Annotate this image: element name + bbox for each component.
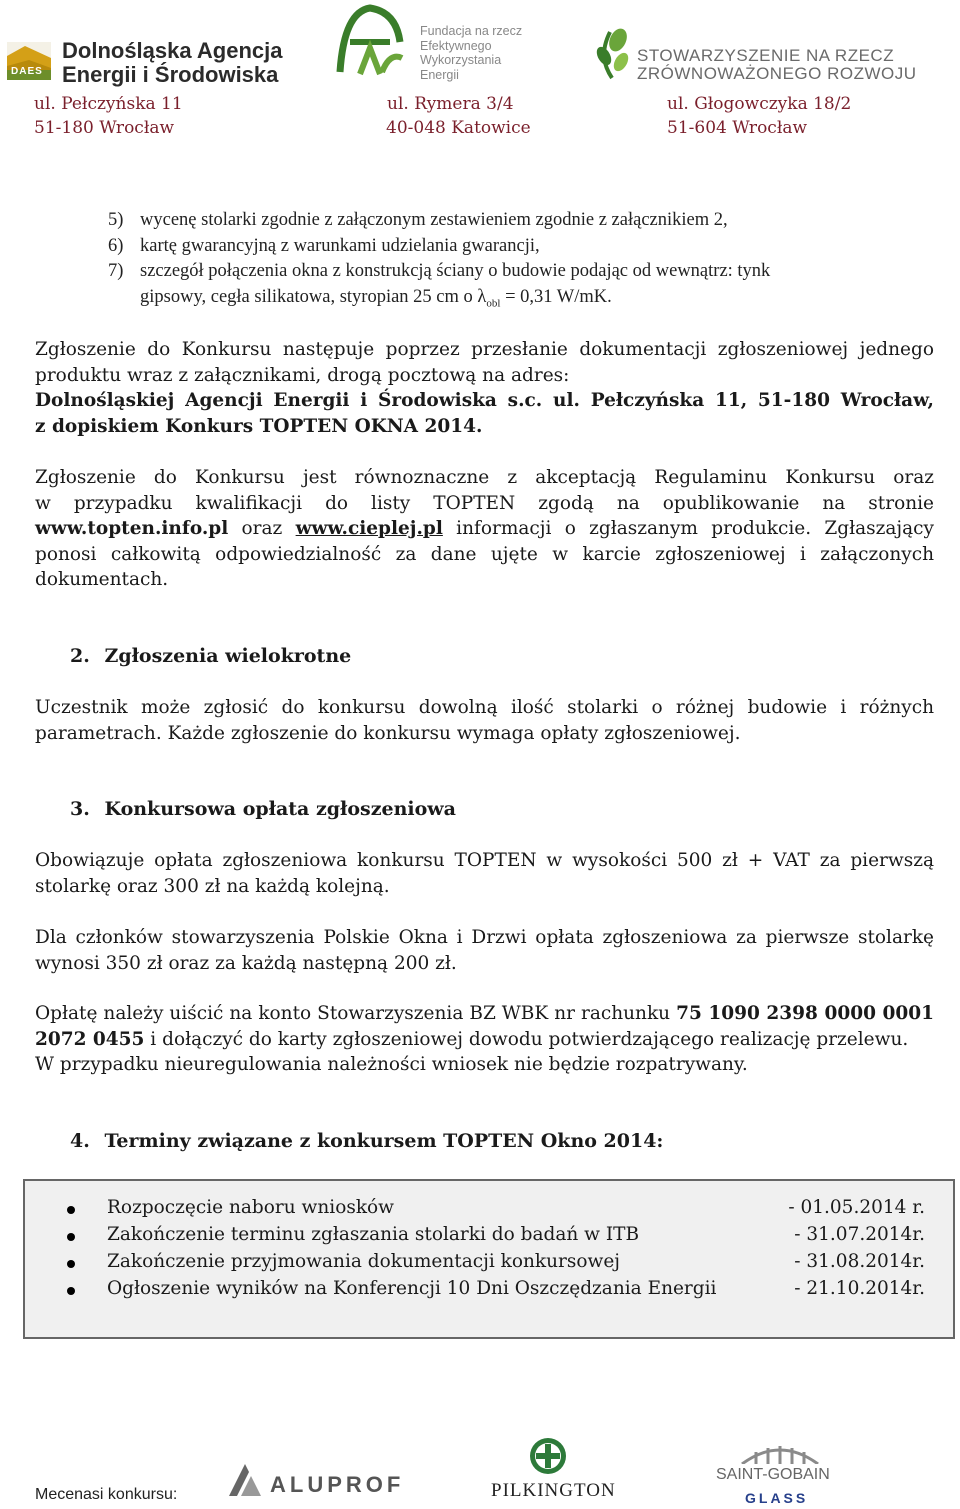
pilkington-name: PILKINGTON (491, 1480, 616, 1501)
terms-box (23, 1179, 955, 1339)
fewe-logo (330, 2, 410, 78)
bullet-icon (67, 1233, 75, 1241)
s3-line: Dla członków stowarzyszenia Polskie Okna i Drzwi opłata zgłoszeniowa za pierwsze stolarkę (35, 927, 934, 948)
submission-paragraph (35, 337, 934, 439)
bullet-icon (67, 1287, 75, 1295)
footer (0, 1420, 960, 1509)
szr-logo (594, 26, 630, 80)
s3-line: wynosi 350 zł oraz za każdą następną 200 zł. (35, 952, 457, 974)
list-text: kartę gwarancyjną z warunkami udzielania gwarancji, (140, 235, 540, 256)
fewe-name-line: Wykorzystania (420, 53, 502, 67)
term-row (25, 1197, 953, 1223)
term-row (25, 1224, 953, 1250)
section-title: Zgłoszenia wielokrotne (104, 645, 352, 667)
fee-paragraph-1 (35, 848, 934, 899)
list-num: 7) (108, 261, 124, 281)
bullet-icon (67, 1206, 75, 1214)
term-row (25, 1278, 953, 1304)
aluprof-name: ALUPROF (270, 1472, 405, 1497)
p2-oraz: oraz (228, 518, 296, 539)
fewe-name (420, 24, 522, 82)
org2-city: 40-048 Katowice (386, 118, 531, 138)
p2-line-rest: informacji o zgłaszanym produkcie. Zgłaszający (442, 518, 934, 539)
p2-line (35, 516, 934, 542)
bank-account-part1: 75 1090 2398 0000 0001 (676, 1003, 935, 1024)
saint-gobain-name: SAINT-GOBAIN (716, 1466, 830, 1483)
s3-line: W przypadku nieuregulowania należności wniosek nie będzie rozpatrywany. (35, 1054, 748, 1075)
list-item (108, 208, 938, 234)
org2-street: ul. Rymera 3/4 (387, 94, 514, 114)
org1-street: ul. Pełczyńska 11 (34, 94, 183, 114)
list-num: 5) (108, 210, 124, 230)
p1-address: Dolnośląskiej Agencji Energii i Środowiska s.c. ul. Pełczyńska 11, 51-180 Wrocław, (35, 390, 934, 411)
bank-account-part2: 2072 0455 (35, 1028, 145, 1050)
section-2-body (35, 695, 934, 746)
s3-line (35, 1027, 934, 1053)
s3-line: Obowiązuje opłata zgłoszeniowa konkursu TOPTEN w wysokości 500 zł + VAT za pierwszą (35, 850, 934, 871)
s3-line: stolarkę oraz 300 zł na każdą kolejną. (35, 875, 390, 897)
sponsors-label: Mecenasi konkursu: (35, 1486, 178, 1503)
org1-city: 51-180 Wrocław (34, 118, 175, 138)
term-date: - 01.05.2014 r. (788, 1197, 925, 1218)
p2-line: Zgłoszenie do Konkursu jest równoznaczne z akceptacją Regulaminu Konkursu oraz (35, 467, 934, 488)
cieplej-link[interactable]: www.cieplej.pl (295, 518, 443, 539)
p2-line: dokumentach. (35, 569, 169, 590)
section-3-heading (70, 797, 456, 822)
bullet-icon (67, 1260, 75, 1268)
s3-text: i dołączyć do karty zgłoszeniowej dowodu potwierdzającego realizację przelewu. (144, 1028, 909, 1050)
aluprof-logo-icon (225, 1460, 265, 1500)
s2-line: Uczestnik może zgłosić do konkursu dowolną ilość stolarki o różnej budowie i różnych (35, 697, 934, 718)
p1-note: z dopiskiem Konkurs TOPTEN OKNA 2014. (35, 415, 483, 437)
list-text: wycenę stolarki zgodnie z załączonym zestawieniem zgodnie z załącznikiem 2, (140, 210, 728, 230)
daes-name-line2: Energii i Środowiska (62, 62, 279, 87)
p2-line: w przypadku kwalifikacji do listy TOPTEN zgodą na opublikowanie na stronie (35, 492, 934, 514)
section-title: Konkursowa opłata zgłoszeniowa (104, 798, 456, 820)
p2-line: ponosi całkowitą odpowiedzialność za dane ujęte w karcie zgłoszeniowej i załączonych (35, 543, 934, 565)
term-label: Rozpoczęcie naboru wniosków (107, 1197, 395, 1218)
attachments-list (108, 208, 938, 310)
fewe-name-line: Fundacja na rzecz (420, 24, 523, 38)
term-label: Ogłoszenie wyników na Konferencji 10 Dni Oszczędzania Energii (107, 1278, 717, 1299)
s2-line: parametrach. Każde zgłoszenie do konkursu wymaga opłaty zgłoszeniowej. (35, 722, 741, 744)
daes-logo (7, 42, 51, 80)
topten-link[interactable]: www.topten.info.pl (35, 518, 229, 539)
acceptance-paragraph (35, 465, 934, 593)
term-label: Zakończenie terminu zgłaszania stolarki do badań w ITB (107, 1224, 640, 1245)
term-date: - 31.08.2014r. (794, 1251, 925, 1272)
list-text: = 0,31 W/mK. (500, 286, 612, 307)
list-item (108, 234, 938, 260)
szr-name-line1: STOWARZYSZENIE NA RZECZ (637, 46, 895, 65)
daes-abbr: DAES (11, 66, 43, 77)
term-date: - 21.10.2014r. (794, 1278, 925, 1299)
section-2-heading (70, 644, 351, 669)
list-item (108, 285, 938, 311)
header (0, 0, 960, 140)
fee-paragraph-3 (35, 1001, 934, 1078)
section-4-heading (70, 1129, 663, 1154)
term-date: - 31.07.2014r. (794, 1224, 925, 1245)
section-title: Terminy związane z konkursem TOPTEN Okno 2014: (104, 1130, 664, 1152)
section-num: 4. (70, 1130, 90, 1152)
fee-paragraph-2 (35, 925, 934, 976)
list-item (108, 259, 938, 285)
p1-line: Zgłoszenie do Konkursu następuje poprzez przesłanie dokumentacji zgłoszeniowej jednego (35, 339, 934, 360)
s3-line (35, 1001, 934, 1027)
fewe-name-line: Efektywnego (420, 38, 492, 53)
fewe-name-line: Energii (420, 67, 459, 82)
p1-line: produktu wraz z załącznikami, drogą pocztową na adres: (35, 364, 570, 386)
lambda-subscript: obl (486, 297, 501, 310)
s3-text: Opłatę należy uiścić na konto Stowarzyszenia BZ WBK nr rachunku (35, 1003, 677, 1024)
daes-name-line1: Dolnośląska Agencja (62, 38, 283, 63)
list-num: 6) (108, 235, 124, 256)
section-num: 2. (70, 645, 90, 667)
saint-gobain-glass: GLASS (745, 1490, 809, 1506)
pilkington-emblem-icon (528, 1436, 568, 1476)
saint-gobain-arch-icon (740, 1442, 820, 1464)
list-text: gipsowy, cegła silikatowa, styropian 25 cm o λ (140, 286, 487, 307)
org3-city: 51-604 Wrocław (667, 118, 808, 138)
list-text: szczegół połączenia okna z konstrukcją ściany o budowie podając od wewnątrz: tynk (140, 261, 771, 281)
szr-name-line2: ZRÓWNOWAŻONEGO ROZWOJU (637, 64, 917, 83)
term-label: Zakończenie przyjmowania dokumentacji konkursowej (107, 1251, 621, 1272)
section-num: 3. (70, 798, 90, 820)
org3-street: ul. Głogowczyka 18/2 (667, 94, 852, 114)
term-row (25, 1251, 953, 1277)
